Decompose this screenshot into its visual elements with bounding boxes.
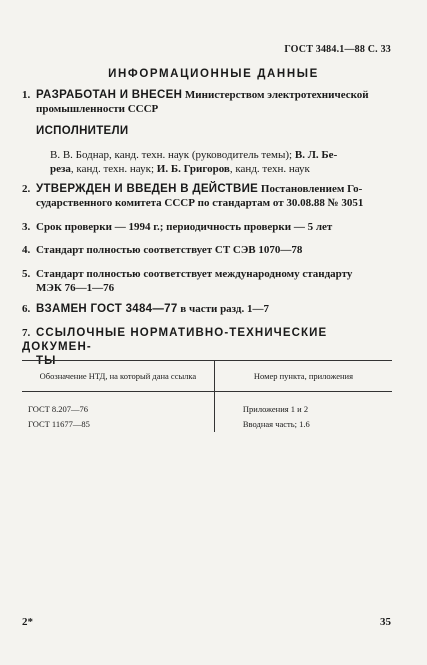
executor-name: реза <box>50 163 71 175</box>
item-number: 1. <box>22 89 31 101</box>
item-number: 6. <box>22 303 31 315</box>
references-table <box>22 360 392 432</box>
executors-paragraph <box>50 148 392 176</box>
item-heading: ССЫЛОЧНЫЕ НОРМАТИВНО-ТЕХНИЧЕСКИЕ ДОКУМЕН- <box>22 327 328 353</box>
item-3 <box>22 220 392 234</box>
item-heading: ВЗАМЕН ГОСТ 3484—77 <box>36 303 178 315</box>
item-text: Срок проверки — 1994 г.; периодичность проверки — 5 лет <box>36 221 333 233</box>
executor-text: , канд. техн. наук; <box>70 163 157 175</box>
item-text: Стандарт полностью соответствует международному стандарту <box>36 268 353 280</box>
table-row <box>22 417 392 432</box>
table-cell: ГОСТ 8.207—76 <box>22 392 214 418</box>
item-6 <box>22 302 392 316</box>
item-number: 3. <box>22 221 31 233</box>
item-4 <box>22 243 392 257</box>
item-5 <box>22 267 392 295</box>
page-title: ИНФОРМАЦИОННЫЕ ДАННЫЕ <box>108 68 319 80</box>
table-row <box>22 392 392 418</box>
item-text: в части разд. 1—7 <box>177 303 269 315</box>
item-heading-continued: ТЫ <box>36 355 57 367</box>
table-header-cell: Номер пункта, приложения <box>214 361 392 392</box>
table-cell: Приложения 1 и 2 <box>242 404 309 414</box>
item-text-continued: промышленности СССР <box>36 103 159 115</box>
executor-name: В. Л. Бе- <box>294 149 338 161</box>
executors-heading-text: ИСПОЛНИТЕЛИ <box>36 125 129 137</box>
executor-name: И. Б. Григоров <box>156 163 230 175</box>
item-number: 4. <box>22 244 31 256</box>
page-number: 35 <box>380 616 391 628</box>
item-heading: УТВЕРЖДЕН И ВВЕДЕН В ДЕЙСТВИЕ <box>36 183 259 195</box>
executor-text: В. В. Боднар, канд. техн. наук (руководитель темы); <box>50 149 295 161</box>
executor-text: , канд. техн. наук <box>229 163 310 175</box>
item-1 <box>22 88 392 116</box>
page-header: ГОСТ 3484.1—88 С. 33 <box>284 44 391 55</box>
item-text-continued: сударственного комитета СССР по стандартам от 30.08.88 № 3051 <box>36 197 364 209</box>
executors-heading <box>36 124 406 138</box>
table-header-row <box>22 361 392 392</box>
item-text: Министерством электротехнической <box>182 89 369 101</box>
item-heading: РАЗРАБОТАН И ВНЕСЕН <box>36 89 183 101</box>
item-text-continued: МЭК 76—1—76 <box>36 282 115 294</box>
item-2 <box>22 182 392 210</box>
signature-mark: 2* <box>22 616 33 628</box>
item-number: 7. <box>22 327 31 339</box>
item-number: 2. <box>22 183 31 195</box>
item-text: Постановлением Го- <box>258 183 363 195</box>
item-text: Стандарт полностью соответствует СТ СЭВ 1070—78 <box>36 244 303 256</box>
table-header-cell: Обозначение НТД, на который дана ссылка <box>22 361 214 392</box>
table-cell: Вводная часть; 1.6 <box>242 419 310 429</box>
table-cell: ГОСТ 11677—85 <box>22 417 214 432</box>
item-number: 5. <box>22 268 31 280</box>
